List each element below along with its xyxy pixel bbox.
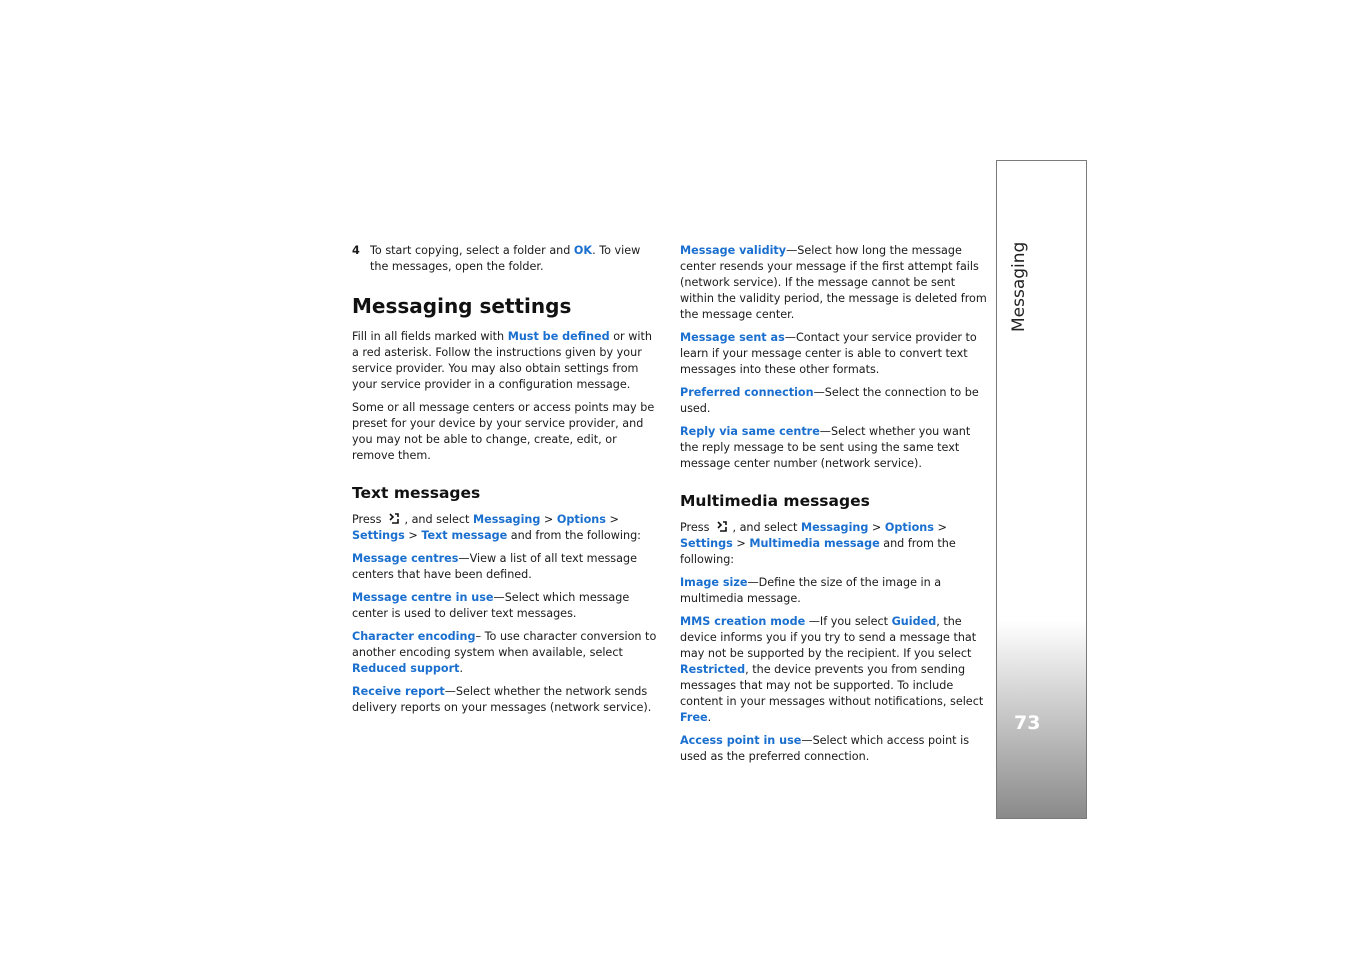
setting-reply-via-same-centre: Reply via same centre—Select whether you want the reply message to be sent using the same text message center number (network service). — [680, 425, 971, 470]
messaging-keyword: Messaging — [472, 513, 541, 526]
text-messages-path: Press , and select Messaging > Options > Settings > Text message and from the following: — [352, 513, 641, 542]
menu-key-icon — [387, 513, 401, 525]
menu-key-icon — [715, 521, 729, 533]
multimedia-messages-heading: Multimedia messages — [680, 492, 870, 510]
setting-mms-creation-mode: MMS creation mode —If you select Guided, the device informs you if you try to send a message that may not be supported by the recipient. If you select Restricted, the device prevents you from sending messages that may not be supported. To include content in your messages without notifications, select Free. — [680, 615, 984, 724]
options-keyword: Options — [556, 513, 606, 526]
multimedia-message-keyword: Multimedia message — [749, 537, 880, 550]
options-keyword: Options — [884, 521, 934, 534]
step-text: To start copying, select a folder and — [370, 244, 574, 257]
messaging-keyword: Messaging — [800, 521, 869, 534]
setting-image-size: Image size—Define the size of the image in a multimedia message. — [680, 576, 942, 605]
setting-preferred-connection: Preferred connection—Select the connection to be used. — [680, 386, 979, 415]
text-message-keyword: Text message — [421, 529, 508, 542]
right-column — [680, 243, 988, 772]
ok-keyword: OK — [573, 244, 593, 257]
setting-message-centre-in-use: Message centre in use—Select which message center is used to deliver text messages. — [352, 591, 630, 620]
setting-message-validity: Message validity—Select how long the message center resends your message if the first attempt fails (network service). If the message cannot be sent within the validity period, the message is deleted from the message center. — [680, 244, 987, 321]
setting-character-encoding: Character encoding– To use character conversion to another encoding system when available, select Reduced support. — [352, 630, 657, 675]
page-number: 73 — [1014, 712, 1041, 734]
step-number: 4 — [352, 244, 360, 257]
page-title: Messaging settings — [352, 294, 572, 318]
setting-message-sent-as: Message sent as—Contact your service provider to learn if your message center is able to convert text messages into these other formats. — [680, 331, 977, 376]
step-4 — [352, 243, 662, 275]
multimedia-messages-path: Press , and select Messaging > Options > Settings > Multimedia message and from the following: — [680, 521, 956, 566]
must-be-defined-keyword: Must be defined — [507, 330, 610, 343]
settings-keyword: Settings — [680, 537, 733, 550]
section-label: Messaging — [1009, 241, 1029, 332]
setting-access-point-in-use: Access point in use—Select which access point is used as the preferred connection. — [680, 734, 970, 763]
setting-receive-report: Receive report—Select whether the network sends delivery reports on your messages (network service). — [352, 685, 652, 714]
intro-paragraph-2: Some or all message centers or access points may be preset for your device by your service provider, and you may not be able to change, create, edit, or remove them. — [352, 401, 655, 462]
left-column — [352, 243, 662, 723]
text-messages-heading: Text messages — [352, 484, 481, 502]
setting-message-centres: Message centres—View a list of all text message centers that have been defined. — [352, 552, 637, 581]
step-text-end: . To view the messages, open the folder. — [370, 244, 641, 273]
settings-keyword: Settings — [352, 529, 405, 542]
intro-paragraph-1: Fill in all fields marked with Must be defined or with a red asterisk. Follow the instructions given by your service provider. You may also obtain settings from your service provider in a configuration message. — [352, 330, 652, 391]
